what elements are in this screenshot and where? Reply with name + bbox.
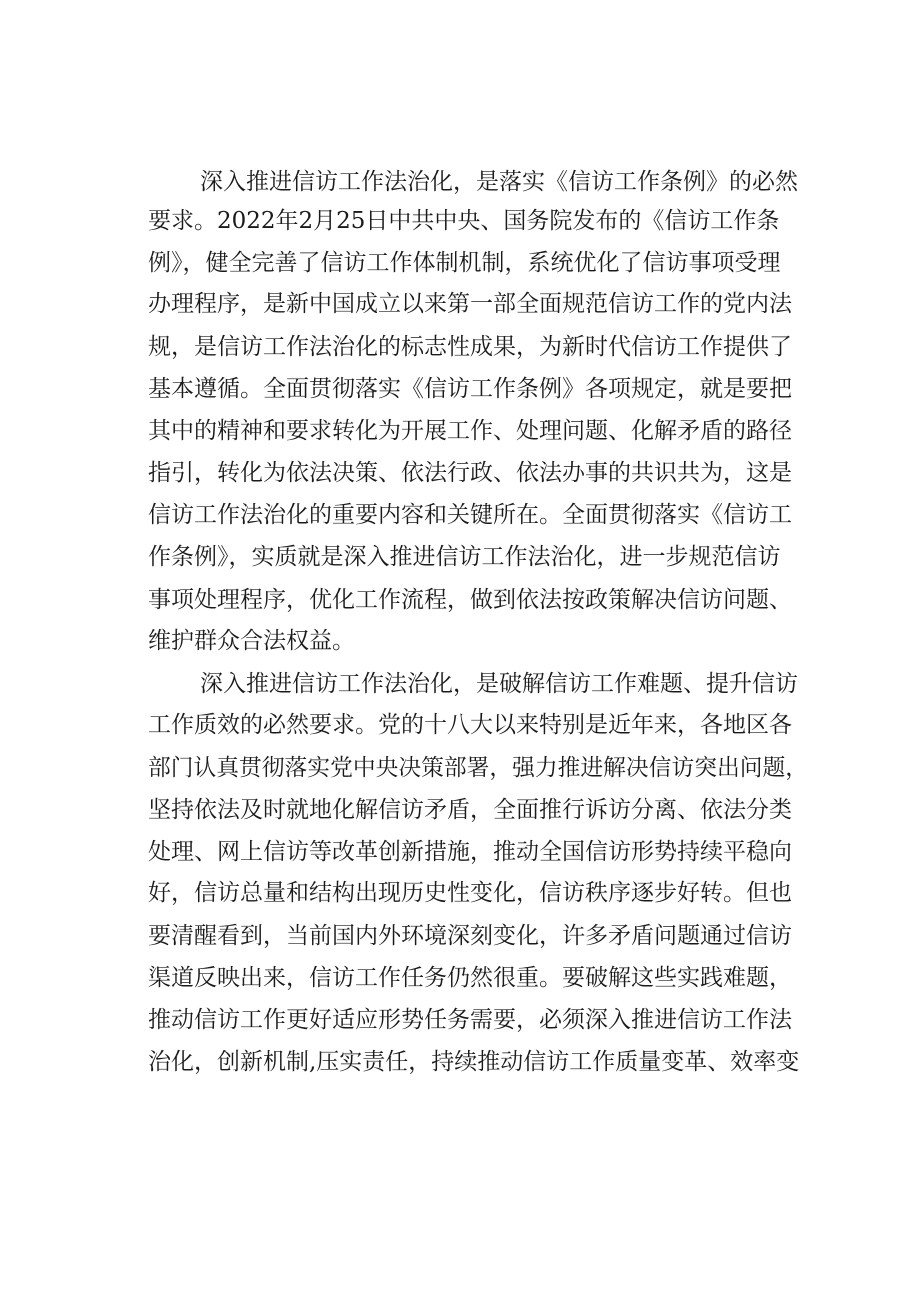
paragraph-line: 渠道反映出来，信访工作任务仍然很重。要破解这些实践难题， bbox=[148, 965, 792, 991]
paragraph-line: 要清醒看到，当前国内外环境深刻变化，许多矛盾问题通过信访 bbox=[148, 923, 792, 949]
paragraph-line: 深入推进信访工作法治化，是落实《信访工作条例》的必然 bbox=[200, 169, 798, 195]
paragraph-line: 工作质效的必然要求。党的十八大以来特别是近年来，各地区各 bbox=[148, 712, 792, 738]
paragraph-line: 处理、网上信访等改革创新措施，推动全国信访形势持续平稳向 bbox=[148, 839, 792, 865]
paragraph-line: 作条例》，实质就是深入推进信访工作法治化，进一步规范信访 bbox=[148, 544, 781, 570]
paragraph-line: 好，信访总量和结构出现历史性变化，信访秩序逐步好转。但也 bbox=[148, 880, 792, 906]
paragraph-line: 指引，转化为依法决策、依法行政、依法办事的共识共为，这是 bbox=[148, 460, 792, 486]
paragraph-line: 基本遵循。全面贯彻落实《信访工作条例》各项规定，就是要把 bbox=[148, 376, 792, 402]
paragraph-line: 治化，创新机制,压实责任，持续推动信访工作质量变革、效率变 bbox=[148, 1049, 800, 1075]
paragraph-line: 坚持依法及时就地化解信访矛盾，全面推行诉访分离、依法分类 bbox=[148, 797, 792, 823]
paragraph-line: 事项处理程序，优化工作流程，做到依法按政策解决信访问题、 bbox=[148, 587, 792, 613]
paragraph-line: 部门认真贯彻落实党中央决策部署，强力推进解决信访突出问题， bbox=[148, 755, 808, 781]
paragraph-line: 其中的精神和要求转化为开展工作、处理问题、化解矛盾的路径 bbox=[148, 418, 792, 444]
paragraph-line: 深入推进信访工作法治化，是破解信访工作难题、提升信访 bbox=[200, 671, 798, 697]
paragraph-line: 办理程序，是新中国成立以来第一部全面规范信访工作的党内法 bbox=[148, 291, 792, 317]
paragraph-line: 要求。2022年2月25日中共中央、国务院发布的《信访工作条 bbox=[148, 208, 780, 234]
paragraph-line: 规，是信访工作法治化的标志性成果，为新时代信访工作提供了 bbox=[148, 334, 792, 360]
paragraph-line: 维护群众合法权益。 bbox=[148, 628, 355, 654]
paragraph-line: 信访工作法治化的重要内容和关键所在。全面贯彻落实《信访工 bbox=[148, 502, 792, 528]
paragraph-line: 例》，健全完善了信访工作体制机制，系统优化了信访事项受理 bbox=[148, 250, 781, 276]
paragraph-line: 推动信访工作更好适应形势任务需要，必须深入推进信访工作法 bbox=[148, 1007, 792, 1033]
